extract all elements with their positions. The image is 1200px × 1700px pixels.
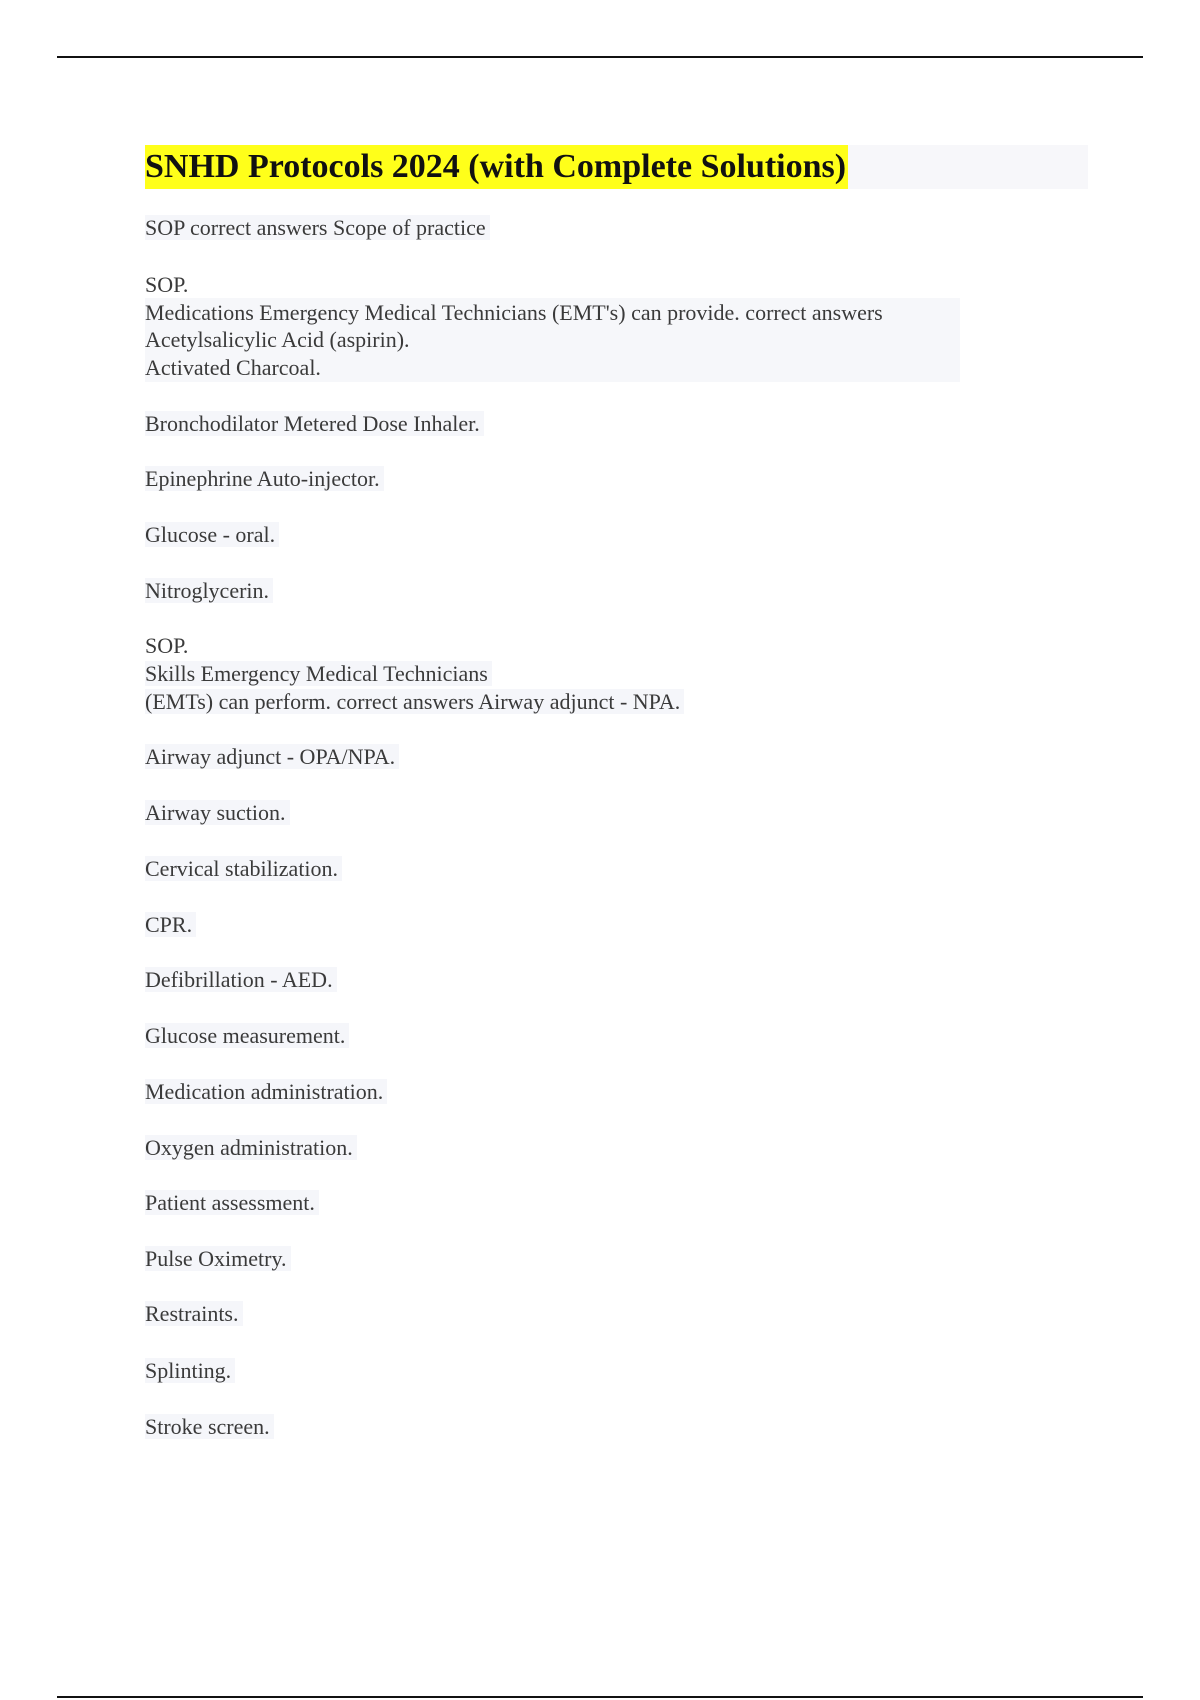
text-line: Pulse Oximetry. <box>145 1245 291 1273</box>
text-line: SOP correct answers Scope of practice <box>145 214 490 242</box>
text-line: Airway suction. <box>145 799 290 827</box>
text-line: Splinting. <box>145 1357 235 1385</box>
text-line: Skills Emergency Medical Technicians <box>145 660 492 688</box>
text-line: SOP. <box>145 633 189 658</box>
text-line: Acetylsalicylic Acid (aspirin). <box>145 327 410 352</box>
text-line: Oxygen administration. <box>145 1134 357 1162</box>
text-line: Glucose - oral. <box>145 521 279 549</box>
text-line: Medication administration. <box>145 1078 387 1106</box>
text-line: Patient assessment. <box>145 1189 319 1217</box>
text-line: Epinephrine Auto-injector. <box>145 465 384 493</box>
bottom-rule <box>57 1696 1143 1698</box>
text-line: Stroke screen. <box>145 1413 274 1441</box>
text-line: Bronchodilator Metered Dose Inhaler. <box>145 410 484 438</box>
text-line: SOP. <box>145 272 189 297</box>
text-line: CPR. <box>145 911 196 939</box>
text-line: Medications Emergency Medical Technicians (EMT's) can provide. correct answers <box>145 300 883 325</box>
text-line: Defibrillation - AED. <box>145 966 337 994</box>
document-title: SNHD Protocols 2024 (with Complete Solutions) <box>145 145 848 189</box>
text-line: Cervical stabilization. <box>145 855 342 883</box>
text-line: Restraints. <box>145 1300 243 1328</box>
text-line: Nitroglycerin. <box>145 577 273 605</box>
text-line: Glucose measurement. <box>145 1022 349 1050</box>
text-line: Airway adjunct - OPA/NPA. <box>145 743 399 771</box>
top-rule <box>57 56 1143 58</box>
text-line: Activated Charcoal. <box>145 355 321 380</box>
text-line: (EMTs) can perform. correct answers Airway adjunct - NPA. <box>145 688 684 716</box>
